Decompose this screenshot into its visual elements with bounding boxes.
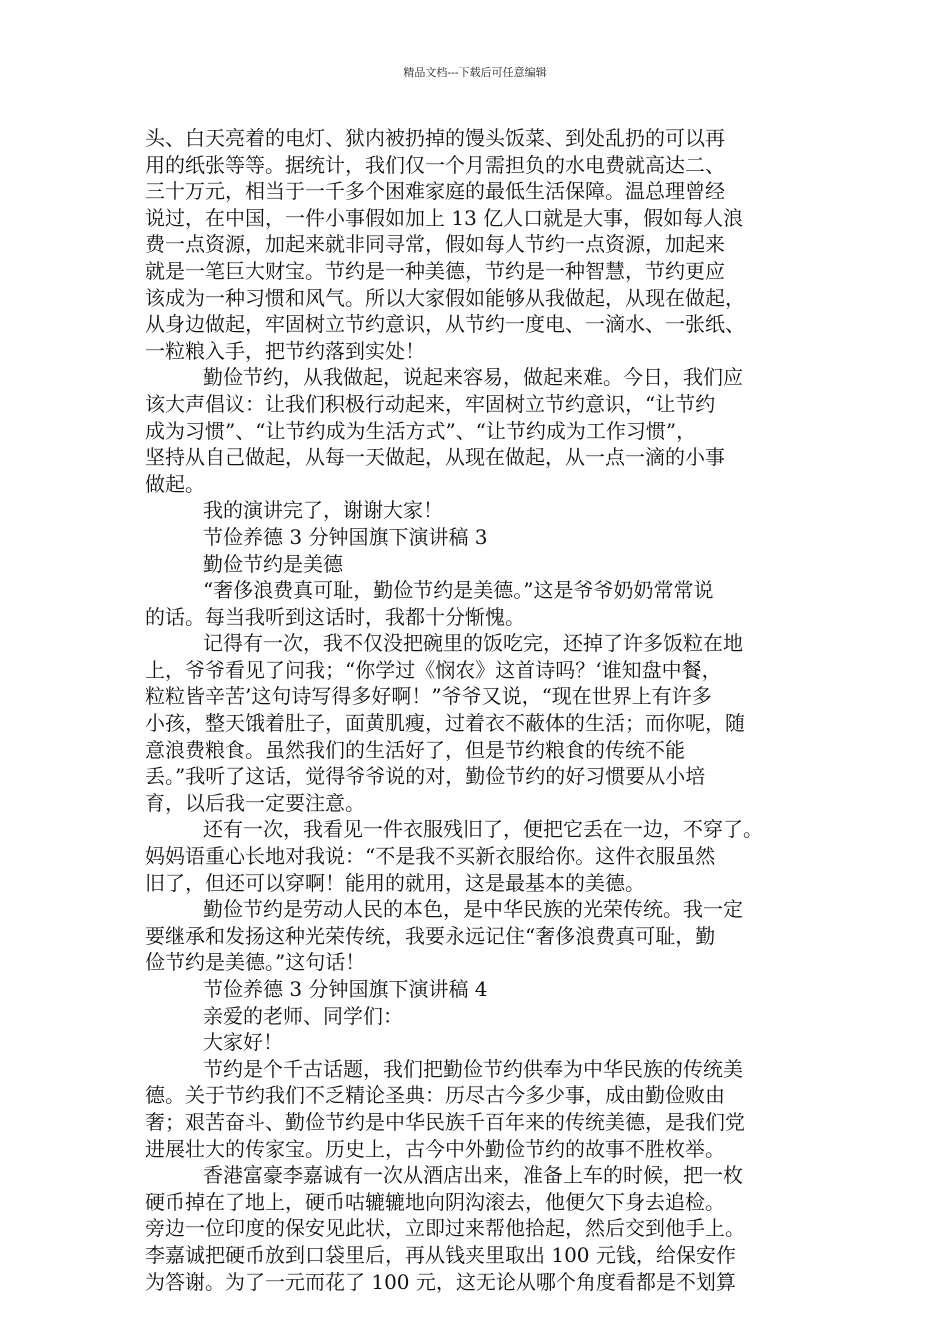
document-body bbox=[145, 125, 835, 1295]
text-line: 丢。”我听了这话，觉得爷爷说的对，勤俭节约的好习惯要从小培 bbox=[145, 764, 706, 789]
text-line: 做起。 bbox=[145, 471, 205, 496]
text-line: 该大声倡议：让我们积极行动起来，牢固树立节约意识，“让节约 bbox=[145, 391, 716, 416]
text-line: 俭节约是美德。”这句话！ bbox=[145, 950, 366, 975]
text-line: 奢；艰苦奋斗、勤俭节约是中华民族千百年来的传统美德，是我们党 bbox=[145, 1109, 745, 1134]
text-line: 费一点资源，加起来就非同寻常，假如每人节约一点资源，加起来 bbox=[145, 232, 725, 257]
text-line: 小孩，整天饿着肚子，面黄肌瘦，过着衣不蔽体的生活；而你呢，随 bbox=[145, 711, 745, 736]
text-line: 从身边做起，牢固树立节约意识，从节约一度电、一滴水、一张纸、 bbox=[145, 312, 745, 337]
text-line: 成为习惯”、“让节约成为生活方式”、“让节约成为工作习惯”， bbox=[145, 418, 697, 443]
text-line: 说过，在中国，一件小事假如加上 13 亿人口就是大事，假如每人浪 bbox=[145, 205, 744, 230]
text-line: 李嘉诚把硬币放到口袋里后，再从钱夹里取出 100 元钱，给保安作 bbox=[145, 1242, 736, 1267]
text-line: 旁边一位印度的保安见此状，立即过来帮他拾起，然后交到他手上。 bbox=[145, 1216, 745, 1241]
text-line: 旧了，但还可以穿啊！能用的就用，这是最基本的美德。 bbox=[145, 870, 645, 895]
text-line: 勤俭节约是劳动人民的本色，是中华民族的光荣传统。我一定 bbox=[203, 897, 743, 922]
text-line: 育，以后我一定要注意。 bbox=[145, 790, 365, 815]
text-line: 亲爱的老师、同学们： bbox=[203, 1003, 403, 1028]
text-line: 勤俭节约是美德 bbox=[203, 551, 343, 576]
text-line: 勤俭节约，从我做起，说起来容易，做起来难。今日，我们应 bbox=[203, 365, 743, 390]
text-line: “奢侈浪费真可耻，勤俭节约是美德。”这是爷爷奶奶常常说 bbox=[203, 578, 714, 603]
text-line: 节约是个千古话题，我们把勤俭节约供奉为中华民族的传统美 bbox=[203, 1056, 743, 1081]
text-line: 为答谢。为了一元而花了 100 元，这无论从哪个角度看都是不划算 bbox=[145, 1269, 736, 1294]
text-line: 节俭养德 3 分钟国旗下演讲稿 3 bbox=[203, 524, 488, 549]
text-line: 粒粒皆辛苦’这句诗写得多好啊！”爷爷又说，“现在世界上有许多 bbox=[145, 684, 712, 709]
text-line: 还有一次，我看见一件衣服残旧了，便把它丢在一边，不穿了。 bbox=[203, 817, 763, 842]
text-line: 三十万元，相当于一千多个困难家庭的最低生活保障。温总理曾经 bbox=[145, 179, 725, 204]
text-line: 就是一笔巨大财宝。节约是一种美德，节约是一种智慧，节约更应 bbox=[145, 258, 725, 283]
text-line: 一粒粮入手，把节约落到实处！ bbox=[145, 338, 425, 363]
text-line: 意浪费粮食。虽然我们的生活好了，但是节约粮食的传统不能 bbox=[145, 737, 685, 762]
text-line: 该成为一种习惯和风气。所以大家假如能够从我做起，从现在做起， bbox=[145, 285, 745, 310]
text-line: 德。关于节约我们不乏精论圣典：历尽古今多少事，成由勤俭败由 bbox=[145, 1083, 725, 1108]
text-line: 我的演讲完了，谢谢大家！ bbox=[203, 498, 443, 523]
text-line: 妈妈语重心长地对我说：“不是我不买新衣服给你。这件衣服虽然 bbox=[145, 844, 716, 869]
text-line: 香港富豪李嘉诚有一次从酒店出来，准备上车的时候，把一枚 bbox=[203, 1163, 743, 1188]
text-line: 节俭养德 3 分钟国旗下演讲稿 4 bbox=[203, 977, 488, 1001]
text-line: 用的纸张等等。据统计，我们仅一个月需担负的水电费就高达二、 bbox=[145, 152, 725, 177]
text-line: 坚持从自己做起，从每一天做起，从现在做起，从一点一滴的小事 bbox=[145, 445, 725, 470]
text-line: 上，爷爷看见了问我；“你学过《悯农》这首诗吗？‘谁知盘中餐， bbox=[145, 657, 722, 682]
page-header: 精品文档---下载后可任意编辑 bbox=[403, 66, 547, 79]
text-line: 头、白天亮着的电灯、狱内被扔掉的馒头饭菜、到处乱扔的可以再 bbox=[145, 126, 725, 150]
text-line: 硬币掉在了地上，硬币咕辘辘地向阴沟滚去，他便欠下身去追检。 bbox=[145, 1189, 725, 1214]
text-line: 要继承和发扬这种光荣传统，我要永远记住“奢侈浪费真可耻，勤 bbox=[145, 923, 716, 948]
text-line: 进展壮大的传家宝。历史上，古今中外勤俭节约的故事不胜枚举。 bbox=[145, 1136, 725, 1161]
text-line: 大家好！ bbox=[203, 1030, 283, 1055]
text-line: 记得有一次，我不仅没把碗里的饭吃完，还掉了许多饭粒在地 bbox=[203, 631, 743, 656]
text-line: 的话。每当我听到这话时，我都十分惭愧。 bbox=[145, 604, 525, 629]
